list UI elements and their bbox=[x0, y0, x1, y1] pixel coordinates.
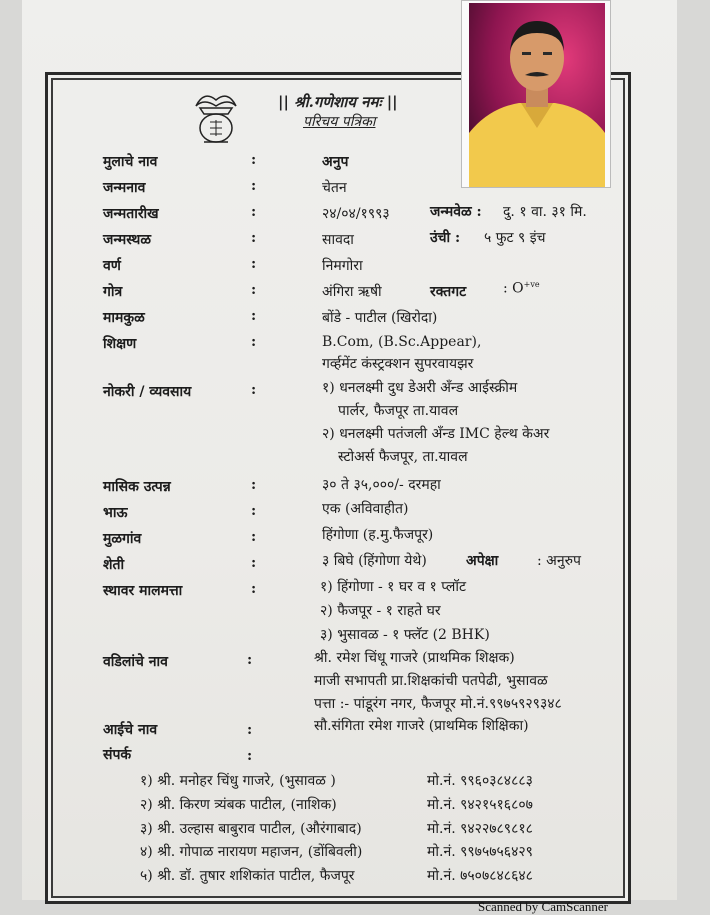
birth-date-label: जन्मतारीख bbox=[103, 206, 159, 222]
brother-label: भाऊ bbox=[103, 505, 128, 521]
income-label: मासिक उत्पन्न bbox=[103, 479, 171, 495]
education-label: शिक्षण bbox=[103, 336, 137, 352]
contact-phone: मो.नं. ९४२१५१६८०७ bbox=[427, 797, 533, 813]
mamkul-label: मामकुळ bbox=[103, 310, 145, 326]
contact-label: संपर्क bbox=[103, 747, 132, 763]
colon: : bbox=[251, 178, 257, 194]
farm-value: ३ बिघे (हिंगोणा येथे) bbox=[322, 553, 427, 569]
contact-phone: मो.नं. ७५०७८४८६४८ bbox=[427, 868, 533, 884]
colon: : bbox=[251, 382, 257, 398]
blood-group-value: : $O^{+ve}$ bbox=[503, 280, 540, 297]
colon: : bbox=[251, 256, 257, 272]
birth-place-value: सावदा bbox=[322, 232, 354, 248]
occupation-line: स्टोअर्स फैजपूर, ता.यावल bbox=[338, 449, 468, 465]
mother-label: आईचे नाव bbox=[103, 722, 158, 738]
colon: : bbox=[251, 152, 257, 168]
gotra-value: अंगिरा ऋषी bbox=[322, 284, 382, 300]
complexion-label: वर्ण bbox=[103, 258, 121, 274]
height-label: उंची : bbox=[430, 230, 461, 246]
colon: : bbox=[251, 282, 257, 298]
birth-place-label: जन्मस्थळ bbox=[103, 232, 151, 248]
birth-time-value: दु. १ वा. ३१ मि. bbox=[503, 204, 587, 220]
birth-time-label: जन्मवेळ : bbox=[430, 204, 482, 220]
colon: : bbox=[247, 652, 253, 668]
colon: : bbox=[247, 748, 253, 764]
father-line: पत्ता :- पांडूरंग नगर, फैजपूर मो.नं.९९७५९२९३४८ bbox=[314, 696, 562, 712]
mother-value: सौ.संगिता रमेश गाजरे (प्राथमिक शिक्षिका) bbox=[314, 718, 529, 734]
scanner-watermark: Scanned by CamScanner bbox=[478, 899, 608, 914]
height-value: ५ फुट ९ इंच bbox=[484, 230, 546, 246]
occupation-line: २) धनलक्ष्मी पतंजली अँन्ड IMC हेल्थ केअर bbox=[322, 426, 550, 442]
property-line: ३) भुसावळ - १ फ्लॅट (2 BHK) bbox=[320, 627, 490, 643]
brother-value: एक (अविवाहीत) bbox=[322, 501, 409, 517]
colon: : bbox=[251, 555, 257, 571]
gotra-label: गोत्र bbox=[103, 284, 123, 300]
complexion-value: निमगोरा bbox=[322, 258, 363, 274]
property-line: २) फैजपूर - १ राहते घर bbox=[320, 603, 441, 619]
occupation-line: पार्लर, फैजपूर ता.यावल bbox=[338, 403, 459, 419]
birth-date-value: २४/०४/१९९३ bbox=[322, 206, 390, 222]
father-line: श्री. रमेश चिंधू गाजरे (प्राथमिक शिक्षक) bbox=[314, 650, 515, 666]
colon: : bbox=[251, 230, 257, 246]
occupation-line: १) धनलक्ष्मी दुध डेअरी अँन्ड आईस्क्रीम bbox=[322, 380, 518, 396]
property-line: १) हिंगोणा - १ घर व १ प्लॉट bbox=[320, 579, 467, 595]
contact-phone: मो.नं. ९९७५७५६४२९ bbox=[427, 844, 533, 860]
native-label: मुळगांव bbox=[103, 531, 142, 547]
expectation-label: अपेक्षा bbox=[466, 553, 499, 569]
contact-name: ५) श्री. डॉ. तुषार शशिकांत पाटील, फैजपूर bbox=[140, 868, 355, 884]
blood-group-label: रक्तगट bbox=[430, 284, 467, 300]
contact-name: ४) श्री. गोपाळ नारायण महाजन, (डोंबिवली) bbox=[140, 844, 363, 860]
father-label: वडिलांचे नाव bbox=[103, 654, 168, 670]
birth-name-label: जन्मनाव bbox=[103, 180, 146, 196]
contact-name: २) श्री. किरण त्र्यंबक पाटील, (नाशिक) bbox=[140, 797, 337, 813]
property-label: स्थावर मालमत्ता bbox=[103, 583, 183, 599]
education-line: गर्व्हमेंट कंस्ट्रक्शन सुपरवायझर bbox=[322, 356, 474, 372]
profile-photo bbox=[461, 0, 611, 188]
farm-label: शेती bbox=[103, 557, 125, 573]
colon: : bbox=[251, 308, 257, 324]
birth-name-value: चेतन bbox=[322, 180, 347, 196]
contact-name: १) श्री. मनोहर चिंधु गाजरे, (भुसावळ ) bbox=[140, 773, 336, 789]
colon: : bbox=[251, 529, 257, 545]
colon: : bbox=[251, 334, 257, 350]
contact-phone: मो.नं. ९४२२७८९८१८ bbox=[427, 821, 533, 837]
colon: : bbox=[251, 477, 257, 493]
colon: : bbox=[251, 503, 257, 519]
name-value: अनुप bbox=[322, 154, 349, 170]
colon: : bbox=[251, 581, 257, 597]
income-value: ३० ते ३५,०००/- दरमहा bbox=[322, 477, 441, 493]
contact-phone: मो.नं. ९९६०३८४८८३ bbox=[427, 773, 533, 789]
contact-name: ३) श्री. उल्हास बाबुराव पाटील, (औरंगाबाद) bbox=[140, 821, 362, 837]
mamkul-value: बोंडे - पाटील (खिरोदा) bbox=[322, 310, 438, 326]
name-label: मुलाचे नाव bbox=[103, 154, 158, 170]
expectation-value: : अनुरुप bbox=[537, 553, 581, 569]
page-title: परिचय पत्रिका bbox=[303, 114, 376, 130]
kalash-emblem-icon bbox=[190, 88, 242, 146]
native-value: हिंगोणा (ह.मु.फैजपूर) bbox=[322, 527, 434, 543]
invocation-heading: || श्री.गणेशाय नमः || bbox=[278, 93, 398, 111]
father-line: माजी सभापती प्रा.शिक्षकांची पतपेढी, भुसावळ bbox=[314, 673, 548, 689]
occupation-label: नोकरी / व्यवसाय bbox=[103, 384, 192, 400]
colon: : bbox=[247, 722, 253, 738]
education-line: B.Com, (B.Sc.Appear), bbox=[322, 334, 482, 350]
colon: : bbox=[251, 204, 257, 220]
